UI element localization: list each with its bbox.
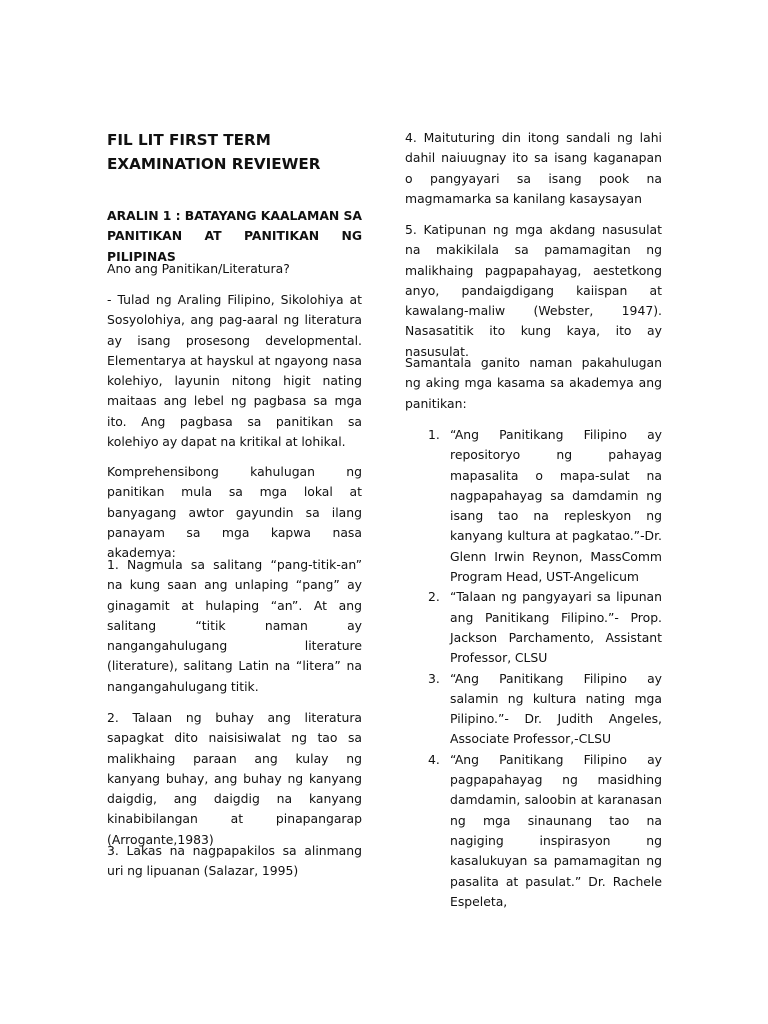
point-1-paragraph: 1. Nagmula sa salitang “pang-titik-an” na kung saan ang unlaping “pang” ay ginagamit at hulaping “an”. At ang salitang “titik naman ay nangangahulugang literature (literature), salitang Latin na “litera” na nangangahulugang titik. xyxy=(107,557,362,694)
comprehensive-paragraph: Komprehensibong kahulugan ng panitikan mula sa mga lokal at banyagang awtor gayundin sa ilang panayam sa mga kapwa nasa akademya: xyxy=(107,464,362,561)
document-title: FIL LIT FIRST TERM EXAMINATION REVIEWER xyxy=(107,131,321,173)
list-item-number: 4. xyxy=(428,751,440,767)
list-item xyxy=(405,750,662,912)
point-4-paragraph: 4. Maituturing din itong sandali ng lahi dahil naiuugnay ito sa isang kaganapan o pangyayari sa isang pook na magmamarka sa kanilang kasaysayan xyxy=(405,130,662,206)
lesson-heading: ARALIN 1 : BATAYANG KAALAMAN SA PANITIKAN AT PANITIKAN NG PILIPINAS xyxy=(107,208,362,264)
intro-paragraph: - Tulad ng Araling Filipino, Sikolohiya at Sosyolohiya, ang pag-aaral ng literatura ay isang prosesong developmental. Elementarya at hayskul at ngayong nasa kolehiyo, layunin nitong higit nating maitaas ang lebel ng pagbasa sa mga ito. Ang pagbasa sa panitikan sa kolehiyo ay dapat na kritikal at lohikal. xyxy=(107,292,362,450)
definitions-list xyxy=(405,425,662,912)
list-item-number: 1. xyxy=(428,427,440,442)
point-3-paragraph: 3. Lakas na nagpapakilos sa alinmang uri ng lipuanan (Salazar, 1995) xyxy=(107,843,362,879)
list-item-number: 3. xyxy=(428,670,440,686)
question-text: Ano ang Panitikan/Literatura? xyxy=(107,261,290,276)
list-item-text: “Ang Panitikang Filipino ay pagpapahayag ng masidhing damdamin, saloobin at karanasan ng mga sinaunang tao na nagiging inspirasyon ng kasalukuyan sa pamamagitan ng pasalita at pasulat.” Dr. Rachele Espeleta, xyxy=(450,751,662,909)
list-item-text: “Ang Panitikang Filipino ay salamin ng kultura nating mga Pilipino.”- Dr. Judith Angeles, Associate Professor,-CLSU xyxy=(450,670,662,747)
point-2-paragraph: 2. Talaan ng buhay ang literatura sapagkat dito naisisiwalat ng tao sa malikhaing paraan ang kulay ng kanyang buhay, ang buhay ng kanyang daigdig, ang daigdig na kanyang kinabibilangan at pinapangarap (Arrogante,1983) xyxy=(107,710,362,847)
list-item-number: 2. xyxy=(428,589,440,605)
list-item xyxy=(405,587,662,668)
list-item xyxy=(405,669,662,750)
list-item-text: “Ang Panitikang Filipino ay repositoryo ng pahayag mapasalita o mapa-sulat na nagpapahayag sa damdamin ng isang tao na repleskyon ng kanyang kultura at pagkatao.”-Dr. Glenn Irwin Reynon, MassComm Program Head, UST-Angelicum xyxy=(450,427,662,585)
point-5-paragraph: 5. Katipunan ng mga akdang nasusulat na makikilala sa pamamagitan ng malikhaing pagpapahayag, aestetkong anyo, pandaigdigang kaiispan at kawalang-maliw (Webster, 1947). Nasasatitik ito kung kaya, ito ay nasusulat. xyxy=(405,222,662,359)
list-item xyxy=(405,425,662,587)
list-item-text: “Talaan ng pangyayari sa lipunan ang Panitikang Filipino.”- Prop. Jackson Parchamento, Assistant Professor, CLSU xyxy=(450,589,662,666)
colleagues-intro-paragraph: Samantala ganito naman pakahulugan ng aking mga kasama sa akademya ang panitikan: xyxy=(405,355,662,411)
